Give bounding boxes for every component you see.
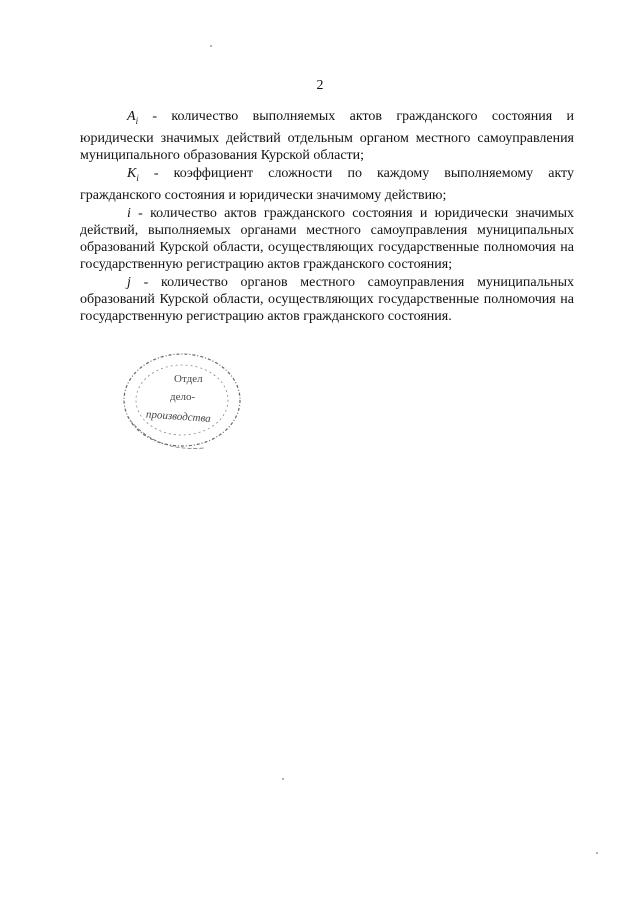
document-body	[80, 108, 574, 325]
paragraph-text: - количество актов гражданского состояния и юридически значимых действий, выполняемых органами местного самоуправления муниципальных образований Курской области, осуществляющих государственные полномочия на государственную регистрацию актов гражданского состояния;	[80, 205, 574, 272]
variable-j: j	[127, 274, 131, 290]
paragraph-i	[80, 205, 574, 273]
page-number: 2	[316, 78, 324, 93]
scan-speck	[282, 778, 284, 780]
paragraph-a-i	[80, 108, 574, 164]
variable-k: $K_i$	[127, 165, 139, 183]
variable-a: $A_i$	[127, 109, 139, 126]
paragraph-text: - количество органов местного самоуправления муниципальных образований Курской области, осуществляющих государственные полномочия на государственную регистрацию актов гражданского состояния.	[80, 274, 574, 324]
paragraph-text: - коэффициент сложности по каждому выполняемому акту гражданского состояния и юридически значимому действию;	[80, 165, 574, 203]
office-stamp	[116, 348, 254, 460]
paragraph-k-i	[80, 165, 574, 204]
variable-i: i	[127, 205, 131, 221]
stamp-line-2: дело-	[170, 391, 196, 403]
stamp-line-1: Отдел	[174, 373, 203, 385]
paragraph-j	[80, 274, 574, 325]
paragraph-text: - количество выполняемых актов гражданского состояния и юридически значимых действий отдельным органом местного самоуправления муниципального образования Курской области;	[80, 109, 574, 163]
scan-speck	[596, 852, 598, 854]
stamp-line-3: производства	[145, 408, 212, 425]
scan-speck	[210, 45, 212, 47]
